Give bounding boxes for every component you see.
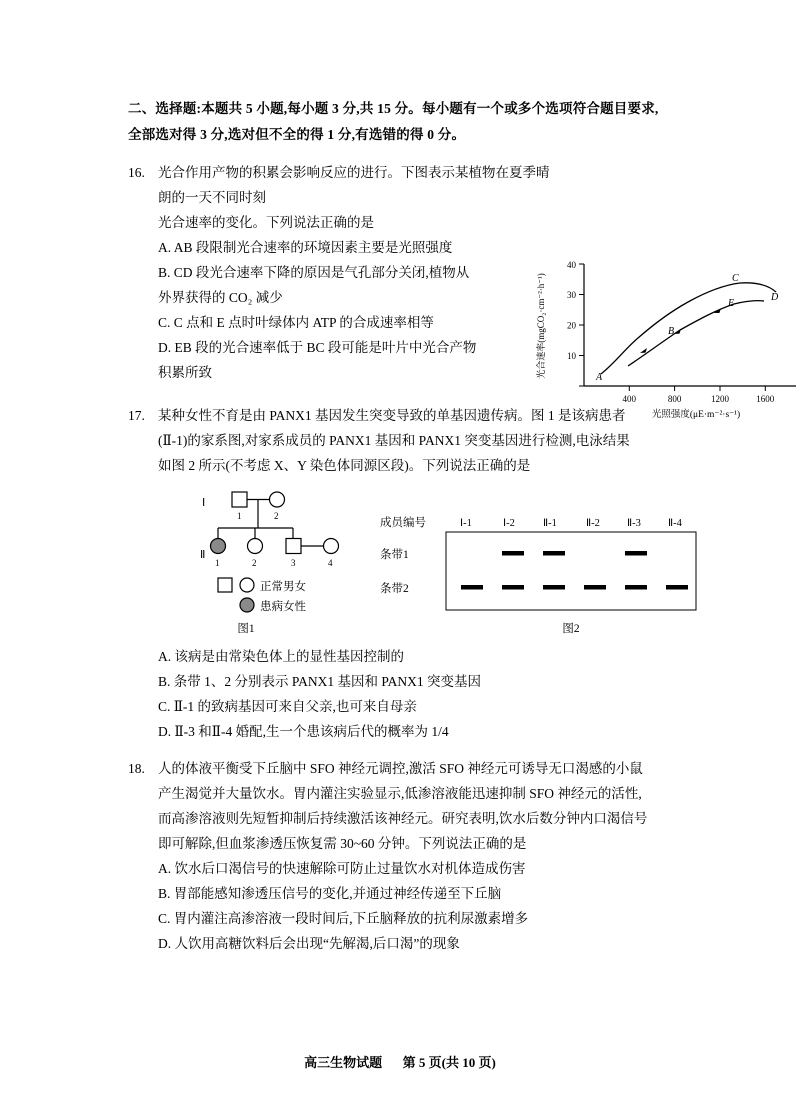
question-18-option-b: B. 胃部能感知渗透压信号的变化,并通过神经传递至下丘脑 <box>158 886 502 901</box>
footer-title: 高三生物试题 <box>304 1055 383 1070</box>
svg-text:1: 1 <box>215 558 220 568</box>
svg-text:A: A <box>596 372 603 383</box>
svg-text:Ⅱ-2: Ⅱ-2 <box>586 518 600 529</box>
question-18 <box>128 756 676 956</box>
svg-text:2: 2 <box>252 558 257 568</box>
svg-text:正常男女: 正常男女 <box>260 581 306 593</box>
svg-text:图1: 图1 <box>237 623 255 635</box>
svg-text:1200: 1200 <box>711 394 729 404</box>
question-18-stem-line1: 人的体液平衡受下丘脑中 SFO 神经元调控,激活 SFO 神经元可诱导无口渴感的小鼠 <box>158 761 643 776</box>
footer-page-number: 第 5 页(共 10 页) <box>402 1055 496 1070</box>
svg-text:D: D <box>771 292 779 303</box>
question-18-stem-line3: 而高渗溶液则先短暂抑制后持续激活该神经元。研究表明,饮水后数分钟内口渴信号 <box>158 811 648 826</box>
question-18-option-a: A. 饮水后口渴信号的快速解除可防止过量饮水对机体造成伤害 <box>158 861 526 876</box>
gel-figure <box>378 486 698 646</box>
svg-text:2: 2 <box>274 511 279 521</box>
svg-text:Ⅱ: Ⅱ <box>200 549 206 561</box>
svg-text:条带2: 条带2 <box>380 583 409 595</box>
question-16-option-d-cont: 积累所致 <box>158 365 212 380</box>
question-17-stem <box>158 403 676 478</box>
question-18-number: 18. <box>128 761 145 776</box>
question-17-number: 17. <box>128 408 145 423</box>
section-heading-line1: 二、选择题:本题共 5 小题,每小题 3 分,共 15 分。每小题有一个或多个选项符合题目要求, <box>128 101 659 116</box>
section-heading-line2: 全部选对得 3 分,选对但不全的得 1 分,有选错的得 0 分。 <box>128 127 466 142</box>
question-18-stem <box>158 756 676 856</box>
svg-text:光合速率(mgCO₂·cm⁻²·h⁻¹): 光合速率(mgCO₂·cm⁻²·h⁻¹) <box>536 273 546 379</box>
photosynthesis-chart <box>528 254 800 424</box>
svg-text:800: 800 <box>667 394 682 404</box>
photosynthesis-chart-svg <box>528 254 800 424</box>
question-17-stem-line2: (Ⅱ-1)的家系图,对家系成员的 PANX1 基因和 PANX1 突变基因进行检测,电泳结果 <box>158 433 630 448</box>
svg-text:3: 3 <box>291 558 296 568</box>
question-16-stem-line1: 光合作用产物的积累会影响反应的进行。下图表示某植物在夏季晴朗的一天不同时刻 <box>158 165 550 205</box>
question-18-option-d: D. 人饮用高糖饮料后会出现“先解渴,后口渴”的现象 <box>158 936 460 951</box>
svg-text:Ⅱ-4: Ⅱ-4 <box>668 518 682 529</box>
svg-text:光照强度(μE·m⁻²·s⁻¹): 光照强度(μE·m⁻²·s⁻¹) <box>651 410 741 420</box>
svg-text:B: B <box>668 326 675 337</box>
svg-text:Ⅰ-2: Ⅰ-2 <box>503 518 515 529</box>
svg-text:患病女性: 患病女性 <box>260 601 306 613</box>
question-18-stem-line2: 产生渴觉并大量饮水。胃内灌注实验显示,低渗溶液能迅速抑制 SFO 神经元的活性, <box>158 786 642 801</box>
question-18-option-c: C. 胃内灌注高渗溶液一段时间后,下丘脑释放的抗利尿激素增多 <box>158 911 529 926</box>
svg-text:图2: 图2 <box>562 623 580 635</box>
svg-text:E: E <box>728 298 735 309</box>
svg-text:条带1: 条带1 <box>380 549 409 561</box>
svg-text:20: 20 <box>567 320 576 331</box>
question-17-stem-line1: 某种女性不育是由 PANX1 基因发生突变导致的单基因遗传病。图 1 是该病患者 <box>158 408 626 423</box>
svg-text:400: 400 <box>622 394 637 404</box>
question-17-option-d: D. Ⅱ-3 和Ⅱ-4 婚配,生一个患该病后代的概率为 1/4 <box>158 724 449 739</box>
question-17-option-a: A. 该病是由常染色体上的显性基因控制的 <box>158 649 404 664</box>
svg-text:10: 10 <box>567 351 576 361</box>
question-16-option-d: D. EB 段的光合速率低于 BC 段可能是叶片中光合产物 <box>158 340 477 355</box>
svg-text:成员编号: 成员编号 <box>380 517 426 529</box>
question-17-option-b: B. 条带 1、2 分别表示 PANX1 基因和 PANX1 突变基因 <box>158 674 482 689</box>
question-16-stem-line2: 光合速率的变化。下列说法正确的是 <box>158 215 374 230</box>
svg-text:30: 30 <box>567 290 576 300</box>
question-16-option-a: A. AB 段限制光合速率的环境因素主要是光照强度 <box>158 240 453 255</box>
svg-text:Ⅱ-1: Ⅱ-1 <box>543 518 557 529</box>
svg-text:Ⅱ-3: Ⅱ-3 <box>627 518 641 529</box>
question-16-option-b: B. CD 段光合速率下降的原因是气孔部分关闭,植物从 <box>158 265 470 280</box>
svg-text:Ⅰ-1: Ⅰ-1 <box>460 518 472 529</box>
svg-text:Ⅰ: Ⅰ <box>202 497 206 509</box>
question-16-option-b-cont: 外界获得的 CO₂ 减少 <box>158 290 283 305</box>
svg-text:1600: 1600 <box>756 394 775 404</box>
svg-text:4: 4 <box>328 558 333 568</box>
question-17-option-c: C. Ⅱ-1 的致病基因可来自父亲,也可来自母亲 <box>158 699 417 714</box>
svg-text:1: 1 <box>237 511 242 521</box>
question-17-stem-line3: 如图 2 所示(不考虑 X、Y 染色体同源区段)。下列说法正确的是 <box>158 458 531 473</box>
section-heading <box>128 96 676 148</box>
question-16-option-c: C. C 点和 E 点时叶绿体内 ATP 的合成速率相等 <box>158 315 434 330</box>
svg-text:40: 40 <box>567 260 576 270</box>
svg-text:C: C <box>732 273 739 284</box>
question-16-number: 16. <box>128 165 145 180</box>
page-footer <box>0 1052 800 1071</box>
question-17-figures <box>128 484 682 644</box>
page-content <box>128 96 779 956</box>
question-18-stem-line4: 即可解除,但血浆渗透压恢复需 30~60 分钟。下列说法正确的是 <box>158 836 527 851</box>
question-17 <box>128 403 682 744</box>
